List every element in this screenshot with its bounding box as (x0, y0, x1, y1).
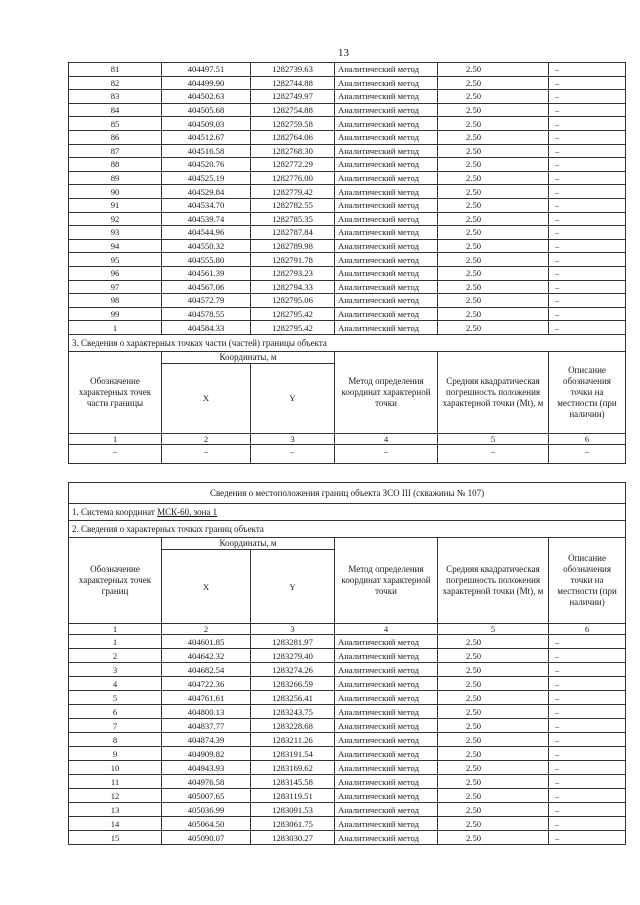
x-coordinate: 404761.61 (162, 691, 251, 705)
x-coordinate: 404837.77 (162, 719, 251, 733)
error-value: 2.50 (438, 144, 549, 158)
error-value: 2.50 (438, 719, 549, 733)
header-description: Описание обозначения точки на местности (при наличии) (549, 538, 626, 624)
x-coordinate: 404520.76 (162, 158, 251, 172)
method: Аналитический метод (335, 171, 438, 185)
point-number: 8 (69, 733, 162, 747)
description: – (549, 76, 626, 90)
table-row (69, 677, 626, 691)
table-row (69, 103, 626, 117)
col-num: 2 (162, 624, 251, 635)
y-coordinate: 1282789.98 (251, 239, 335, 253)
method: Аналитический метод (335, 817, 438, 831)
method: Аналитический метод (335, 733, 438, 747)
y-coordinate: 1283266.59 (251, 677, 335, 691)
point-number: 86 (69, 130, 162, 144)
x-coordinate: 405064.50 (162, 817, 251, 831)
table-row (69, 158, 626, 172)
point-number: 95 (69, 253, 162, 267)
method: Аналитический метод (335, 103, 438, 117)
table-row (69, 307, 626, 321)
x-coordinate: 404505.68 (162, 103, 251, 117)
error-value: 2.50 (438, 280, 549, 294)
x-coordinate: 404502.63 (162, 90, 251, 104)
y-coordinate: 1283061.75 (251, 817, 335, 831)
method: Аналитический метод (335, 761, 438, 775)
x-coordinate: 404550.32 (162, 239, 251, 253)
col-num: 1 (69, 433, 162, 444)
description: – (549, 280, 626, 294)
point-number: 1 (69, 635, 162, 649)
error-value: 2.50 (438, 198, 549, 212)
error-value: 2.50 (438, 90, 549, 104)
method: Аналитический метод (335, 226, 438, 240)
x-coordinate: 404499.90 (162, 76, 251, 90)
method: Аналитический метод (335, 117, 438, 131)
point-number: 1 (69, 321, 162, 335)
y-coordinate: 1283228.68 (251, 719, 335, 733)
block-title: Сведения о местоположения границ объекта ЗСО III (скважины № 107) (69, 483, 626, 504)
y-coordinate: 1282795.42 (251, 321, 335, 335)
method: Аналитический метод (335, 705, 438, 719)
point-number: 6 (69, 705, 162, 719)
description: – (549, 294, 626, 308)
x-coordinate: 405090.07 (162, 831, 251, 845)
x-coordinate: 404943.93 (162, 761, 251, 775)
dash: – (251, 444, 335, 463)
description: – (549, 103, 626, 117)
description: – (549, 307, 626, 321)
y-coordinate: 1282787.84 (251, 226, 335, 240)
point-number: 84 (69, 103, 162, 117)
table-row (69, 635, 626, 649)
method: Аналитический метод (335, 158, 438, 172)
section3-title: 3. Сведения о характерных точках части (частей) границы объекта (69, 334, 626, 351)
description: – (549, 677, 626, 691)
x-coordinate: 404555.80 (162, 253, 251, 267)
table-row (69, 294, 626, 308)
description: – (549, 198, 626, 212)
x-coordinate: 404509.03 (162, 117, 251, 131)
y-coordinate: 1282785.35 (251, 212, 335, 226)
y-coordinate: 1282794.33 (251, 280, 335, 294)
header-x: X (162, 363, 251, 433)
x-coordinate: 404539.74 (162, 212, 251, 226)
description: – (549, 789, 626, 803)
description: – (549, 831, 626, 845)
description: – (549, 747, 626, 761)
col-num: 4 (335, 433, 438, 444)
table-row (69, 747, 626, 761)
point-number: 99 (69, 307, 162, 321)
y-coordinate: 1282749.97 (251, 90, 335, 104)
table-row (69, 705, 626, 719)
x-coordinate: 404497.51 (162, 63, 251, 77)
coordinate-system-label: 1. Система координат (72, 507, 158, 517)
point-number: 15 (69, 831, 162, 845)
error-value: 2.50 (438, 63, 549, 77)
description: – (549, 817, 626, 831)
y-coordinate: 1283145.58 (251, 775, 335, 789)
error-value: 2.50 (438, 761, 549, 775)
point-number: 10 (69, 761, 162, 775)
description: – (549, 761, 626, 775)
error-value: 2.50 (438, 212, 549, 226)
error-value: 2.50 (438, 803, 549, 817)
table-row (69, 185, 626, 199)
error-value: 2.50 (438, 817, 549, 831)
error-value: 2.50 (438, 266, 549, 280)
x-coordinate: 404800.13 (162, 705, 251, 719)
boundary-points-table-continued (68, 62, 626, 464)
y-coordinate: 1283256.41 (251, 691, 335, 705)
header-error: Средняя квадратическая погрешность положения характерной точки (Mt), м (438, 351, 549, 433)
header-x: X (162, 550, 251, 624)
x-coordinate: 404544.96 (162, 226, 251, 240)
x-coordinate: 404572.79 (162, 294, 251, 308)
x-coordinate: 404529.84 (162, 185, 251, 199)
table-row (69, 719, 626, 733)
header-method: Метод определения координат характерной точки (335, 351, 438, 433)
table-row (69, 63, 626, 77)
point-number: 2 (69, 649, 162, 663)
method: Аналитический метод (335, 280, 438, 294)
point-number: 3 (69, 663, 162, 677)
coordinate-system (69, 504, 626, 521)
error-value: 2.50 (438, 789, 549, 803)
error-value: 2.50 (438, 253, 549, 267)
point-number: 93 (69, 226, 162, 240)
point-number: 88 (69, 158, 162, 172)
method: Аналитический метод (335, 321, 438, 335)
method: Аналитический метод (335, 747, 438, 761)
table-row (69, 266, 626, 280)
header-y: Y (251, 550, 335, 624)
point-number: 4 (69, 677, 162, 691)
table-row (69, 171, 626, 185)
description: – (549, 253, 626, 267)
header-coordinates: Координаты, м (162, 351, 335, 363)
table-row (69, 198, 626, 212)
error-value: 2.50 (438, 321, 549, 335)
x-coordinate: 404722.36 (162, 677, 251, 691)
error-value: 2.50 (438, 294, 549, 308)
table-row (69, 280, 626, 294)
point-number: 13 (69, 803, 162, 817)
col-num: 3 (251, 433, 335, 444)
dash: – (438, 444, 549, 463)
y-coordinate: 1283191.54 (251, 747, 335, 761)
point-number: 92 (69, 212, 162, 226)
table-row (69, 253, 626, 267)
method: Аналитический метод (335, 63, 438, 77)
point-number: 11 (69, 775, 162, 789)
error-value: 2.50 (438, 307, 549, 321)
error-value: 2.50 (438, 185, 549, 199)
method: Аналитический метод (335, 649, 438, 663)
table-row (69, 691, 626, 705)
x-coordinate: 405007.65 (162, 789, 251, 803)
x-coordinate: 404534.70 (162, 198, 251, 212)
table-row (69, 239, 626, 253)
section2-title: 2. Сведения о характерных точках границ объекта (69, 521, 626, 538)
description: – (549, 775, 626, 789)
method: Аналитический метод (335, 90, 438, 104)
y-coordinate: 1282793.23 (251, 266, 335, 280)
method: Аналитический метод (335, 663, 438, 677)
error-value: 2.50 (438, 747, 549, 761)
description: – (549, 649, 626, 663)
col-num: 6 (549, 624, 626, 635)
table-row (69, 212, 626, 226)
y-coordinate: 1282759.58 (251, 117, 335, 131)
table-row (69, 733, 626, 747)
table-row (69, 226, 626, 240)
point-number: 7 (69, 719, 162, 733)
error-value: 2.50 (438, 158, 549, 172)
table-row (69, 144, 626, 158)
point-number: 82 (69, 76, 162, 90)
col-num: 5 (438, 624, 549, 635)
description: – (549, 321, 626, 335)
description: – (549, 239, 626, 253)
y-coordinate: 1283091.53 (251, 803, 335, 817)
method: Аналитический метод (335, 185, 438, 199)
point-number: 90 (69, 185, 162, 199)
point-number: 94 (69, 239, 162, 253)
x-coordinate: 404642.32 (162, 649, 251, 663)
description: – (549, 63, 626, 77)
x-coordinate: 404584.33 (162, 321, 251, 335)
table-row (69, 817, 626, 831)
method: Аналитический метод (335, 294, 438, 308)
error-value: 2.50 (438, 705, 549, 719)
error-value: 2.50 (438, 775, 549, 789)
description: – (549, 635, 626, 649)
description: – (549, 212, 626, 226)
error-value: 2.50 (438, 691, 549, 705)
method: Аналитический метод (335, 307, 438, 321)
point-number: 5 (69, 691, 162, 705)
y-coordinate: 1282795.42 (251, 307, 335, 321)
error-value: 2.50 (438, 635, 549, 649)
method: Аналитический метод (335, 266, 438, 280)
error-value: 2.50 (438, 831, 549, 845)
dash: – (335, 444, 438, 463)
header-coordinates: Координаты, м (162, 538, 335, 550)
description: – (549, 90, 626, 104)
method: Аналитический метод (335, 831, 438, 845)
error-value: 2.50 (438, 733, 549, 747)
table-row (69, 117, 626, 131)
table-row (69, 130, 626, 144)
method: Аналитический метод (335, 789, 438, 803)
y-coordinate: 1283211.26 (251, 733, 335, 747)
method: Аналитический метод (335, 130, 438, 144)
x-coordinate: 404976.58 (162, 775, 251, 789)
dash: – (69, 444, 162, 463)
error-value: 2.50 (438, 76, 549, 90)
table-row (69, 90, 626, 104)
error-value: 2.50 (438, 171, 549, 185)
description: – (549, 226, 626, 240)
method: Аналитический метод (335, 76, 438, 90)
x-coordinate: 404512.67 (162, 130, 251, 144)
point-number: 98 (69, 294, 162, 308)
point-number: 81 (69, 63, 162, 77)
error-value: 2.50 (438, 103, 549, 117)
y-coordinate: 1282782.55 (251, 198, 335, 212)
point-number: 89 (69, 171, 162, 185)
description: – (549, 719, 626, 733)
col-num: 5 (438, 433, 549, 444)
method: Аналитический метод (335, 253, 438, 267)
y-coordinate: 1282764.06 (251, 130, 335, 144)
table-row (69, 76, 626, 90)
description: – (549, 185, 626, 199)
table-row (69, 761, 626, 775)
dash: – (162, 444, 251, 463)
error-value: 2.50 (438, 677, 549, 691)
table-row (69, 663, 626, 677)
y-coordinate: 1282791.78 (251, 253, 335, 267)
point-number: 9 (69, 747, 162, 761)
description: – (549, 663, 626, 677)
x-coordinate: 404578.55 (162, 307, 251, 321)
point-number: 85 (69, 117, 162, 131)
error-value: 2.50 (438, 649, 549, 663)
error-value: 2.50 (438, 239, 549, 253)
point-number: 14 (69, 817, 162, 831)
point-number: 87 (69, 144, 162, 158)
y-coordinate: 1283119.51 (251, 789, 335, 803)
y-coordinate: 1283169.62 (251, 761, 335, 775)
y-coordinate: 1282744.88 (251, 76, 335, 90)
method: Аналитический метод (335, 239, 438, 253)
description: – (549, 158, 626, 172)
y-coordinate: 1282776.00 (251, 171, 335, 185)
y-coordinate: 1282779.42 (251, 185, 335, 199)
y-coordinate: 1283279.40 (251, 649, 335, 663)
header-method: Метод определения координат характерной точки (335, 538, 438, 624)
page-number: 13 (338, 47, 349, 59)
x-coordinate: 404516.58 (162, 144, 251, 158)
table-row (69, 649, 626, 663)
method: Аналитический метод (335, 691, 438, 705)
col-num: 4 (335, 624, 438, 635)
error-value: 2.50 (438, 117, 549, 131)
x-coordinate: 404561.39 (162, 266, 251, 280)
method: Аналитический метод (335, 775, 438, 789)
method: Аналитический метод (335, 144, 438, 158)
x-coordinate: 404567.06 (162, 280, 251, 294)
method: Аналитический метод (335, 803, 438, 817)
y-coordinate: 1282768.30 (251, 144, 335, 158)
method: Аналитический метод (335, 635, 438, 649)
col-num: 6 (549, 433, 626, 444)
empty-row (69, 444, 626, 463)
y-coordinate: 1283274.26 (251, 663, 335, 677)
point-number: 97 (69, 280, 162, 294)
method: Аналитический метод (335, 677, 438, 691)
point-number: 96 (69, 266, 162, 280)
y-coordinate: 1282795.06 (251, 294, 335, 308)
x-coordinate: 404682.54 (162, 663, 251, 677)
error-value: 2.50 (438, 130, 549, 144)
description: – (549, 733, 626, 747)
header-error: Средняя квадратическая погрешность положения характерной точки (Mt), м (438, 538, 549, 624)
y-coordinate: 1283030.27 (251, 831, 335, 845)
table-row (69, 803, 626, 817)
x-coordinate: 405036.99 (162, 803, 251, 817)
x-coordinate: 404874.39 (162, 733, 251, 747)
table-row (69, 321, 626, 335)
error-value: 2.50 (438, 226, 549, 240)
x-coordinate: 404909.82 (162, 747, 251, 761)
point-number: 83 (69, 90, 162, 104)
y-coordinate: 1283281.97 (251, 635, 335, 649)
header-point-designation: Обозначение характерных точек границ (69, 538, 162, 624)
method: Аналитический метод (335, 719, 438, 733)
y-coordinate: 1282739.63 (251, 63, 335, 77)
column-numbers-row (69, 624, 626, 635)
description: – (549, 117, 626, 131)
table-row (69, 789, 626, 803)
dash: – (549, 444, 626, 463)
method: Аналитический метод (335, 212, 438, 226)
table-row (69, 831, 626, 845)
col-num: 1 (69, 624, 162, 635)
description: – (549, 130, 626, 144)
description: – (549, 144, 626, 158)
description: – (549, 171, 626, 185)
coordinate-system-value: МСК-60, зона 1 (157, 507, 218, 517)
col-num: 2 (162, 433, 251, 444)
description: – (549, 691, 626, 705)
y-coordinate: 1282754.88 (251, 103, 335, 117)
col-num: 3 (251, 624, 335, 635)
x-coordinate: 404601.85 (162, 635, 251, 649)
description: – (549, 803, 626, 817)
description: – (549, 705, 626, 719)
method: Аналитический метод (335, 198, 438, 212)
header-description: Описание обозначения точки на местности (при наличии) (549, 351, 626, 433)
point-number: 12 (69, 789, 162, 803)
error-value: 2.50 (438, 663, 549, 677)
x-coordinate: 404525.19 (162, 171, 251, 185)
description: – (549, 266, 626, 280)
table-row (69, 775, 626, 789)
header-y: Y (251, 363, 335, 433)
column-numbers-row (69, 433, 626, 444)
y-coordinate: 1283243.75 (251, 705, 335, 719)
header-point-designation: Обозначение характерных точек части границы (69, 351, 162, 433)
point-number: 91 (69, 198, 162, 212)
zso-boundary-table (68, 482, 626, 845)
y-coordinate: 1282772.29 (251, 158, 335, 172)
